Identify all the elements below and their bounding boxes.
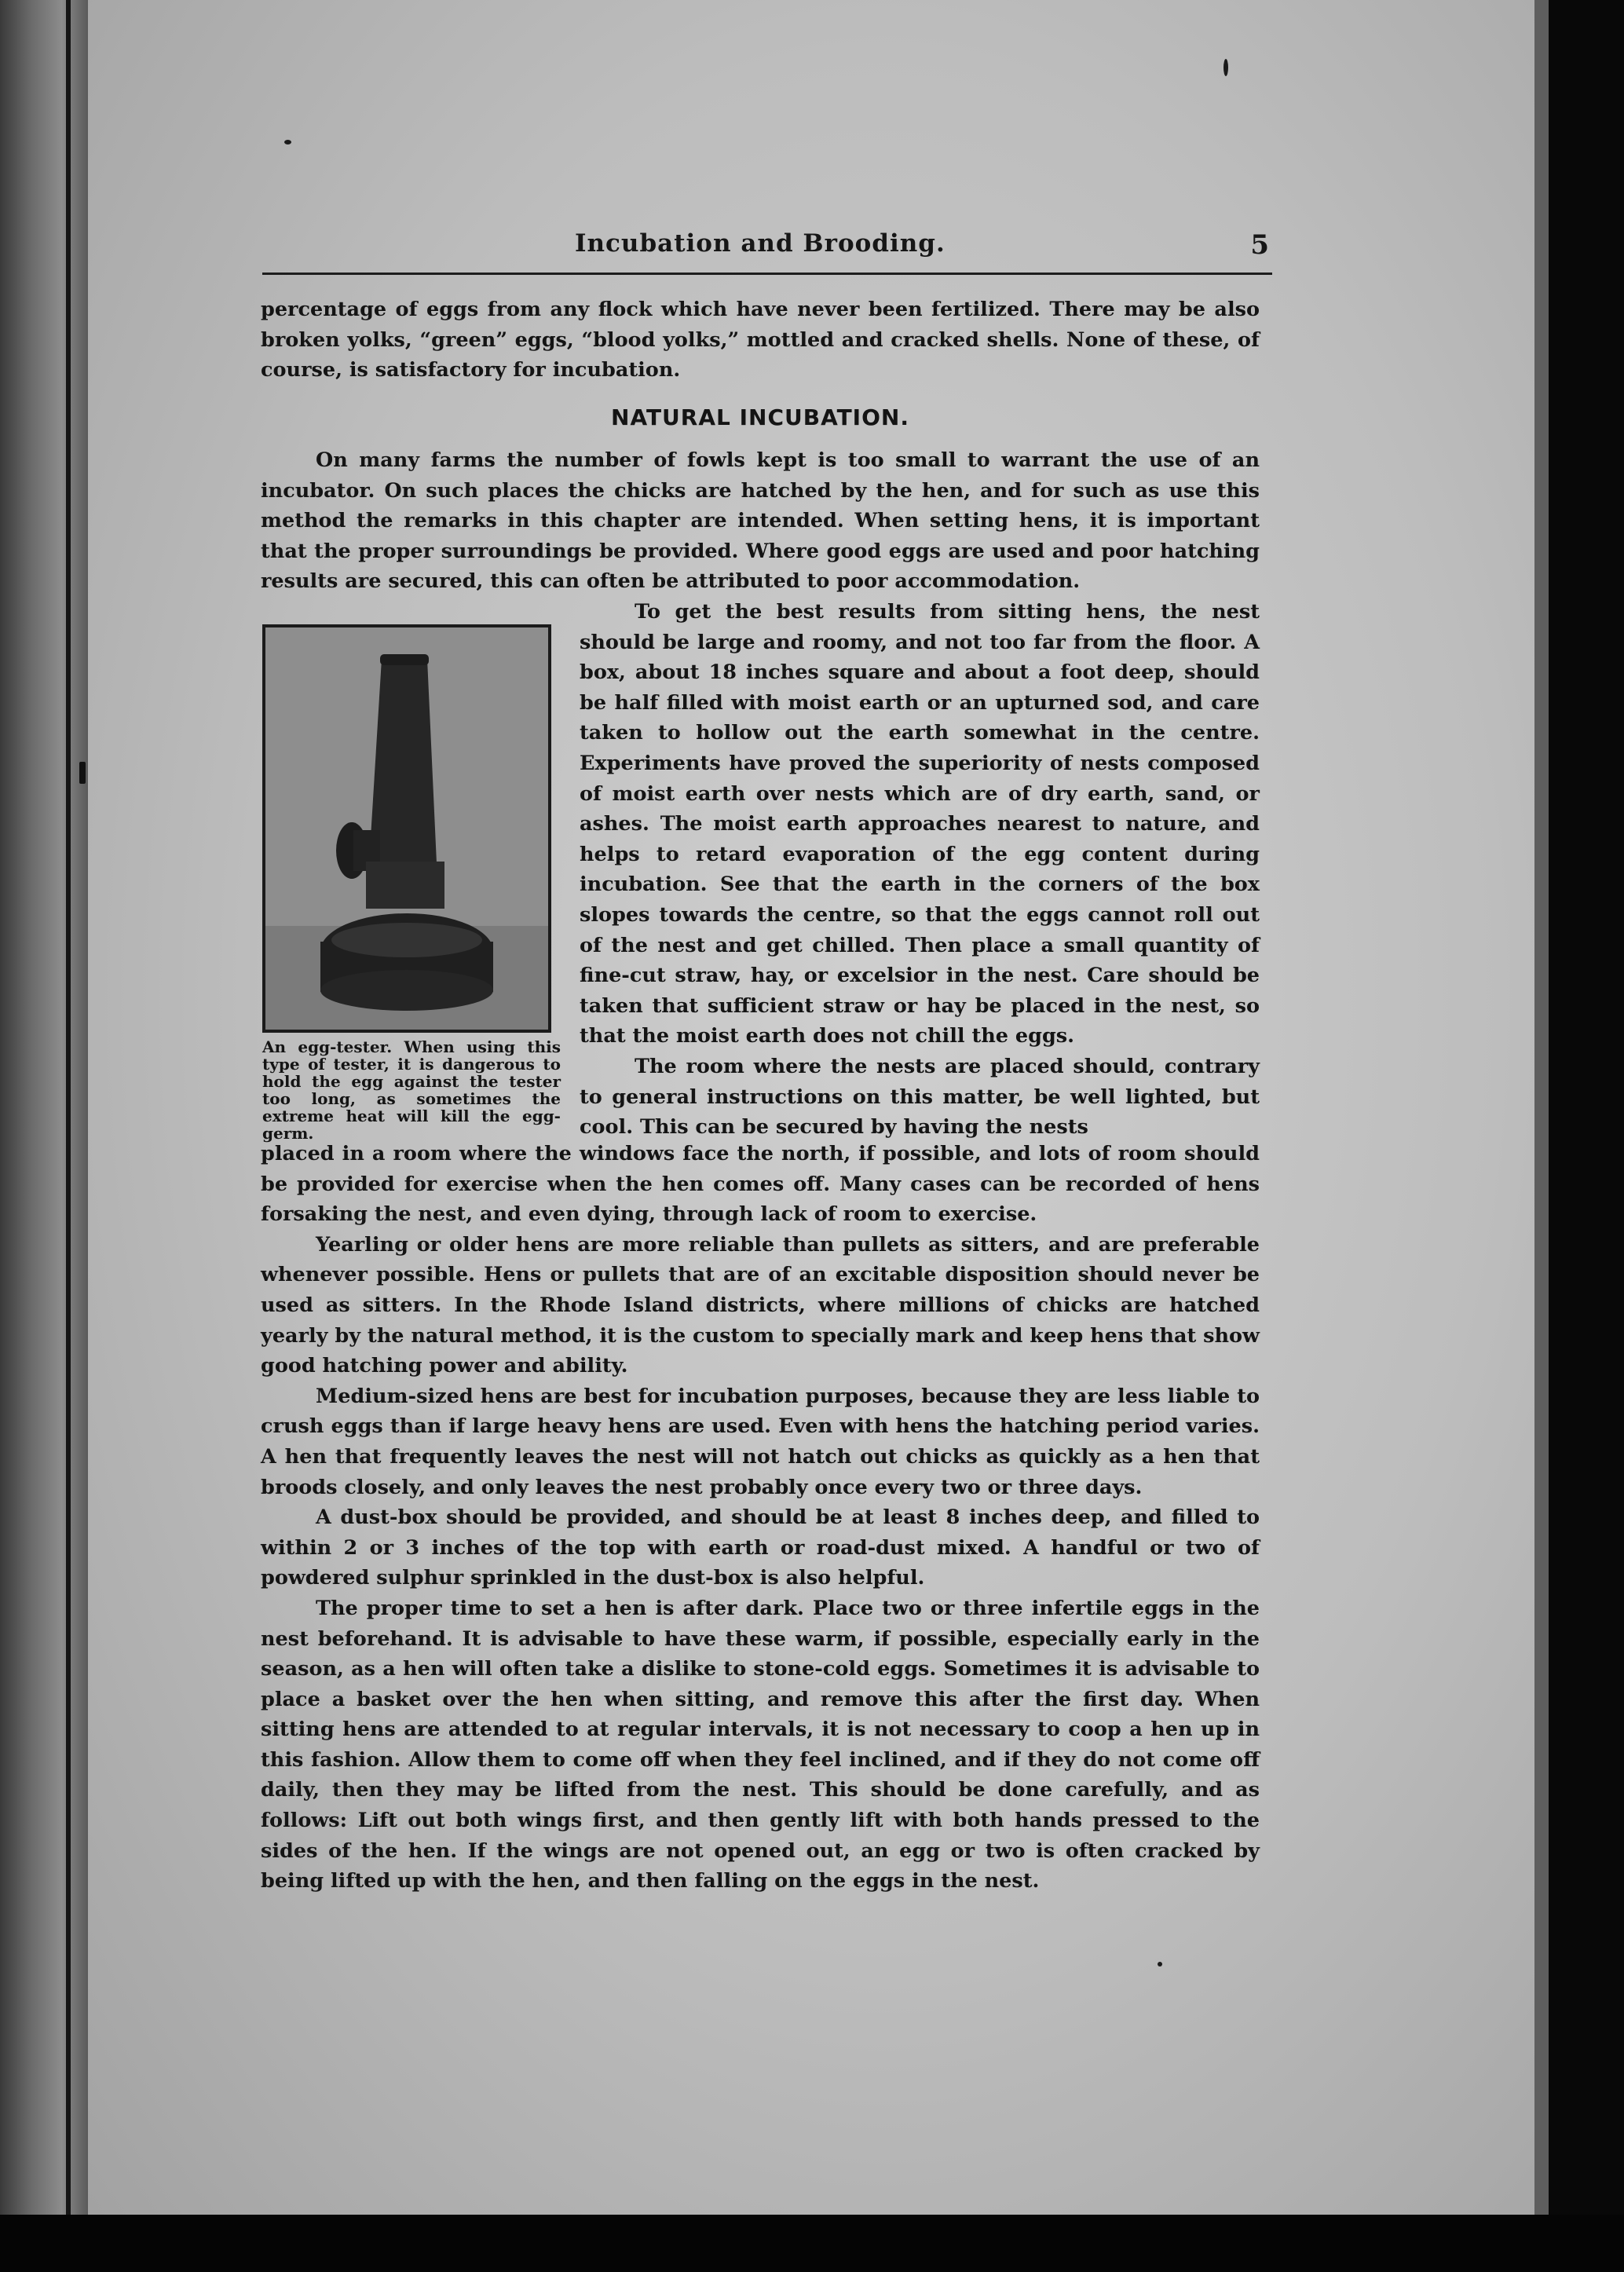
- figure-column: [262, 624, 561, 1158]
- spine-mark: [79, 762, 86, 784]
- right-page-edge: [1534, 0, 1549, 2215]
- left-page-edge: [0, 0, 88, 2215]
- ink-speck: [1223, 59, 1228, 76]
- header-rule: [262, 273, 1272, 275]
- paragraph-4: Yearling or older hens are more reliable than pullets as sitters, and are preferable whenever possible. Hens or pullets that are of an excitable disposition should never be used as sitters. In the Rhode Island districts, where millions of chicks are hatched yearly by the natural method, it is the custom to specially mark and keep hens that show good hatching power and ability.: [261, 1232, 1260, 1378]
- page-number: 5: [1250, 229, 1269, 261]
- intro-paragraph: percentage of eggs from any flock which have never been fertilized. There may be also broken yolks, “green” eggs, “blood yolks,” mottled and cracked shells. None of these, of course, is satisfactory for incubation.: [261, 298, 1260, 382]
- ink-speck: [284, 140, 291, 145]
- book-spine: [66, 0, 71, 2215]
- paragraph-1: On many farms the number of fowls kept is too small to warrant the use of an incubator. On such places the chicks are hatched by the hen, and for such as use this method the remarks in this chapter are intended. When setting hens, it is important that the proper surroundings be provided. Where good eggs are used and poor hatching results are secured, this can often be attributed to poor accommodation.: [261, 448, 1260, 594]
- paragraph-6: A dust-box should be provided, and should be at least 8 inches deep, and filled to within 2 or 3 inches of the top with earth or road-dust mixed. A handful or two of powdered sulphur sprinkled in the dust-box is also helpful.: [261, 1506, 1260, 1590]
- paragraph-2: To get the best results from sitting hens, the nest should be large and roomy, and not too far from the floor. A box, about 18 inches square and about a foot deep, should be half filled with moist earth or an upturned sod, and care taken to hollow out the earth somewhat in the centre. Experiments have proved the superiority of nests composed of moist earth over nests which are of dry earth, sand, or ashes. The moist earth approaches nearest to nature, and helps to retard evaporation of the egg content during incubation. See that the earth in the corners of the box slopes towards the centre, so that the eggs cannot roll out of the nest and get chilled. Then place a small quantity of fine-cut straw, hay, or excelsior in the nest. Care should be taken that sufficient straw or hay be placed in the nest, so that the moist earth does not chill the eggs.: [580, 600, 1260, 1048]
- egg-tester-photo: [262, 624, 551, 1033]
- paragraph-3-end: placed in a room where the windows face the north, if possible, and lots of room should be provided for exercise when the hen comes off. Many cases can be recorded of hens forsaking the nest, and even dying, through lack of room to exercise.: [261, 1142, 1260, 1227]
- section-heading: NATURAL INCUBATION.: [611, 404, 909, 430]
- section-opening-block: [261, 445, 1260, 597]
- running-head: Incubation and Brooding.: [575, 229, 946, 258]
- intro-text-block: [261, 295, 1260, 386]
- paragraph-3-start: The room where the nests are placed should, contrary to general instructions on this matter, be well lighted, but cool. This can be secured by having the nests: [580, 1054, 1260, 1140]
- main-text-block: [261, 1139, 1260, 1897]
- caption-text: An egg-tester. When using this type of tester, it is dangerous to hold the egg against the tester too long, as sometimes the extreme heat will kill the egg-germ.: [262, 1037, 561, 1143]
- egg-tester-illustration: [265, 627, 548, 1030]
- ink-speck: [1158, 1962, 1162, 1967]
- wrapped-text-column: [580, 597, 1260, 1143]
- bottom-scan-edge: [0, 2215, 1624, 2272]
- paragraph-5: Medium-sized hens are best for incubation purposes, because they are less liable to crush eggs than if large heavy hens are used. Even with hens the hatching period varies. A hen that frequently leaves the nest will not hatch out chicks as quickly as a hen that broods closely, and only leaves the nest probably once every two or three days.: [261, 1384, 1260, 1499]
- paragraph-7: The proper time to set a hen is after dark. Place two or three infertile eggs in the nest beforehand. It is advisable to have these warm, if possible, especially early in the season, as a hen will often take a dislike to stone-cold eggs. Sometimes it is advisable to place a basket over the hen when sitting, and remove this after the first day. When sitting hens are attended to at regular intervals, it is not necessary to coop a hen up in this fashion. Allow them to come off when they feel inclined, and if they do not come off daily, then they may be lifted from the nest. This should be done carefully, and as follows: Lift out both wings first, and then gently lift with both hands pressed to the sides of the hen. If the wings are not opened out, an egg or two is often cracked by being lifted up with the hen, and then falling on the eggs in the nest.: [261, 1596, 1260, 1893]
